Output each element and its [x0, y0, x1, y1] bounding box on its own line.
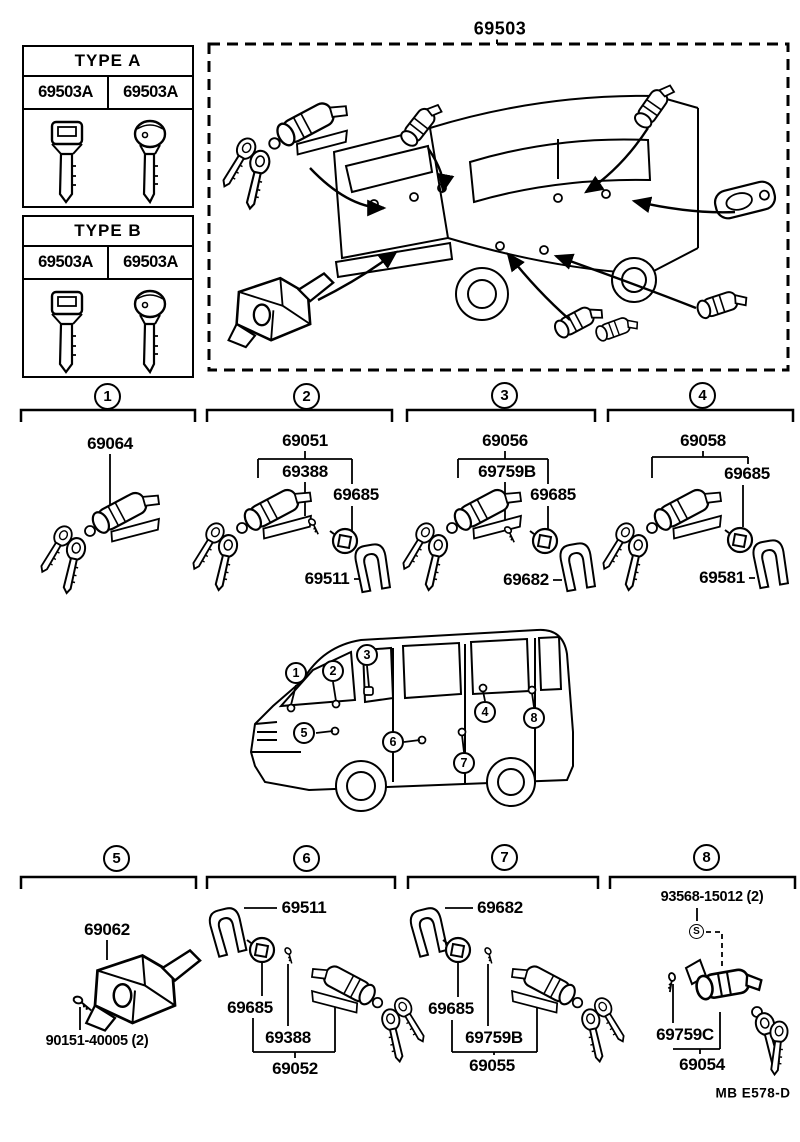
retainer-clip-illustration — [752, 539, 789, 589]
key-type-a-illustration-area — [24, 110, 192, 206]
van-callout-1: 1 — [285, 662, 307, 684]
part-label-69064: 69064 — [87, 434, 133, 453]
section-1-number: 1 — [94, 383, 121, 410]
lock-pad-illustration — [443, 938, 470, 962]
part-label-69511: 69511 — [281, 898, 327, 917]
section-8-number: 8 — [693, 844, 720, 871]
part-label-69388: 69388 — [282, 462, 328, 481]
part-label-69581: 69581 — [699, 568, 745, 587]
section-7-number: 7 — [491, 844, 518, 871]
door-lock-assembly-illustration — [86, 951, 200, 1031]
van-callout-2: 2 — [322, 660, 344, 682]
leader-lines-row2 — [80, 908, 722, 1058]
section-brackets-row1 — [21, 410, 793, 422]
part-illustrations-row1 — [35, 480, 789, 595]
key-type-b-part-right: 69503A — [123, 253, 178, 271]
key-type-b-illustration-area — [24, 280, 192, 376]
screw-illustration — [482, 947, 498, 964]
part-label-69759B: 69759B — [478, 462, 536, 481]
part-label-69058: 69058 — [680, 431, 726, 450]
van-callout-8: 8 — [523, 707, 545, 729]
part-illustrations-row2 — [72, 906, 789, 1075]
van-callout-5: 5 — [293, 722, 315, 744]
part-label-69388: 69388 — [265, 1028, 311, 1047]
part-label-69062: 69062 — [84, 920, 130, 939]
part-label-69685: 69685 — [530, 485, 576, 504]
section-5-number: 5 — [103, 845, 130, 872]
part-label-69685: 69685 — [227, 998, 273, 1017]
part-label-69685: 69685 — [724, 464, 770, 483]
part-label-69682: 69682 — [477, 898, 523, 917]
retainer-clip-illustration — [207, 906, 247, 957]
key-type-b-title: TYPE B — [24, 217, 192, 247]
section-2-number: 2 — [293, 383, 320, 410]
part-label-69682: 69682 — [503, 570, 549, 589]
part-label-90151-40005: 90151-40005 (2) — [45, 1033, 149, 1049]
lock-cylinder-keys-illustration — [300, 957, 430, 1063]
key-type-table-a — [22, 45, 194, 208]
screw-illustration — [72, 996, 94, 1011]
part-label-69685: 69685 — [428, 999, 474, 1018]
section-6-number: 6 — [293, 845, 320, 872]
part-label-69759B: 69759B — [465, 1028, 523, 1047]
page-code: MB E578-D — [715, 1085, 791, 1101]
van-callout-4: 4 — [474, 701, 496, 723]
installation-arrows — [310, 128, 735, 320]
section-4-number: 4 — [689, 382, 716, 409]
part-label-69056: 69056 — [482, 431, 528, 450]
key-type-a-title: TYPE A — [24, 47, 192, 77]
van-callout-6: 6 — [382, 731, 404, 753]
lock-cylinder-keys-illustration — [35, 483, 172, 595]
main-diagram-part-number: 69503 — [473, 18, 527, 39]
lock-pad-illustration — [725, 528, 752, 552]
part-label-69054: 69054 — [679, 1055, 725, 1074]
van-callout-7: 7 — [453, 752, 475, 774]
van-callout-3: 3 — [356, 644, 378, 666]
key-type-a-part-left: 69503A — [24, 77, 109, 108]
part-label-69052: 69052 — [272, 1059, 318, 1078]
lock-pad-illustration — [330, 529, 357, 553]
part-label-69685: 69685 — [333, 485, 379, 504]
back-door-lock-illustration — [229, 274, 334, 348]
screw-illustration — [282, 947, 298, 964]
van-rear-view — [334, 96, 698, 320]
part-label-69511: 69511 — [304, 569, 350, 588]
key-type-a-part-right: 69503A — [123, 83, 178, 101]
section-3-number: 3 — [491, 382, 518, 409]
screw-illustration — [665, 972, 679, 992]
key-type-b-part-left: 69503A — [24, 247, 109, 278]
lock-cylinder-illustration — [695, 287, 748, 320]
lock-pad-illustration — [247, 938, 274, 962]
part-label-69055: 69055 — [469, 1056, 515, 1075]
key-type-table-b — [22, 215, 194, 378]
lock-cylinder-illustration — [632, 79, 675, 130]
section-brackets-row2 — [21, 877, 795, 889]
lock-pad-illustration — [530, 529, 557, 553]
part-label-93568-15012: 93568-15012 (2) — [660, 889, 764, 905]
screw-symbol-marker: S — [689, 924, 704, 939]
part-label-69759C: 69759C — [656, 1025, 714, 1044]
retainer-clip-illustration — [408, 906, 448, 957]
door-handle-illustration — [713, 179, 778, 221]
lock-cylinder-illustration — [398, 98, 443, 148]
retainer-clip-illustration — [559, 542, 596, 592]
part-label-69051: 69051 — [282, 431, 328, 450]
retainer-clip-illustration — [354, 543, 391, 593]
